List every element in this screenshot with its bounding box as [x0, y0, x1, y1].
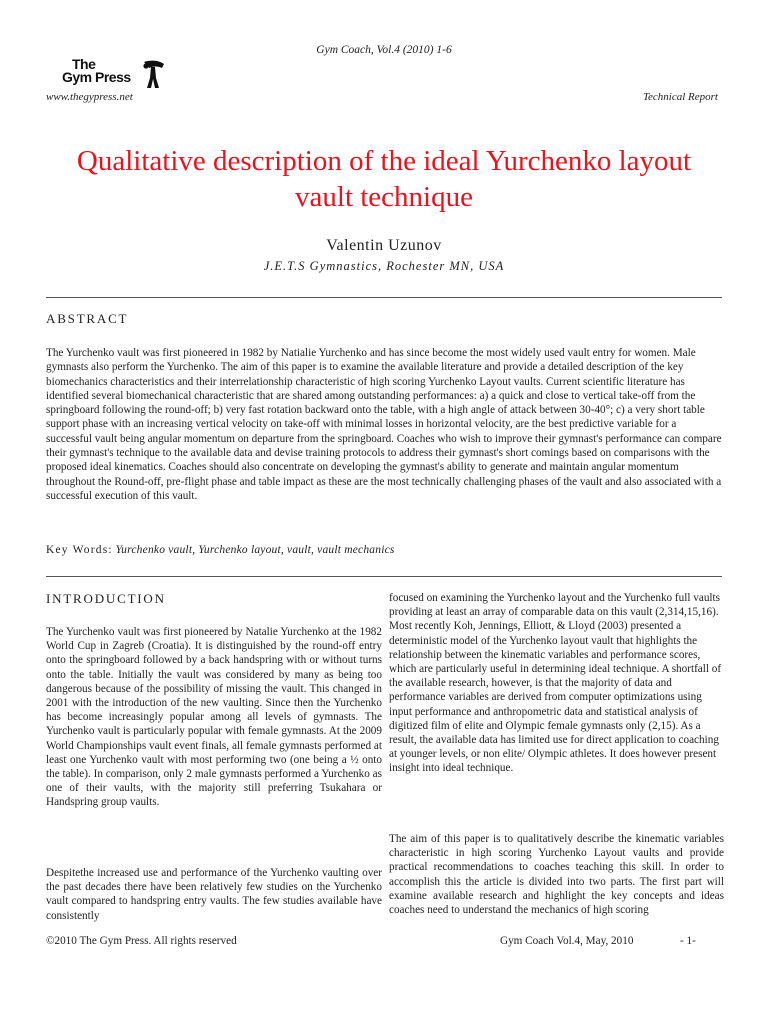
logo-line-1: The [72, 56, 96, 72]
divider-top [46, 297, 722, 298]
abstract-heading: ABSTRACT [46, 311, 129, 326]
intro-paragraph-2: Despitethe increased use and performance of the Yurchenko vaulting over the past decades there have been relatively few studies on the Yurchenko vault compared to handspring entry vaults. The few studies available have consistently [46, 867, 382, 922]
keywords-line [46, 544, 395, 556]
footer-copyright: ©2010 The Gym Press. All rights reserved [46, 935, 237, 947]
gymnast-logo-icon [140, 58, 166, 90]
page-number: - 1- [680, 935, 696, 947]
publisher-website: www.thegypress.net [46, 91, 133, 103]
divider-bottom [46, 576, 722, 577]
journal-citation: Gym Coach, Vol.4 (2010) 1-6 [316, 44, 452, 56]
logo-line-2: Gym Press [62, 69, 131, 85]
intro-paragraph-1: The Yurchenko vault was first pioneered by Natalie Yurchenko at the 1982 World Cup in Zagreb (Croatia). It is distinguished by the round-off entry onto the springboard followed by a back handspring with or without turns onto the table. Initially the vault was considered by many as being too dangerous because of the possibility of missing the vault. This changed in 2001 with the introduction of the new vaulting. Since then the Yurchenko has become increasingly popular among all levels of gymnasts. The Yurchenko vault is particularly popular with female gymnasts. At the 2009 World Championships vault event finals, all female gymnasts performed at least one Yurchenko vault with most performing two (one being a ½ onto the table). In comparison, only 2 male gymnasts performed a Yurchenko as one of their vaults, with the majority still preferring Tsukahara or Handspring group vaults. [46, 626, 382, 809]
author-name: Valentin Uzunov [326, 237, 442, 254]
intro-paragraph-4: The aim of this paper is to qualitatively describe the kinematic variables characteristic in high scoring Yurchenko Layout vaults and provide practical recommendations to coaches teaching this skill. In order to accomplish this the article is divided into two parts. The first part will examine available research and highlight the key concepts and ideas coaches need to understand the mechanics of high scoring [389, 833, 724, 917]
keywords-label: Key Words: [46, 544, 113, 556]
footer-citation: Gym Coach Vol.4, May, 2010 [500, 935, 634, 947]
author-affiliation: J.E.T.S Gymnastics, Rochester MN, USA [263, 259, 505, 273]
report-type: Technical Report [642, 91, 718, 103]
intro-paragraph-3: focused on examining the Yurchenko layout and the Yurchenko full vaults providing at least an array of comparable data on this vault (2,314,15,16). Most recently Koh, Jennings, Elliott, & Lloyd (2003) presented a deterministic model of the Yurchenko layout vault that highlights the relationship between the kinematic variables and performance scores, which are particularly useful in determining ideal technique. A shortfall of the available research, however, is that the majority of data and performance variables are derived from computer optimizations using input performance and anthropometric data and statistical analysis of digitized film of elite and Olympic female gymnasts only (2,15). As a result, the available data has limited use for direct application to coaching at younger levels, or non elite/ Olympic athletes. It does however present insight into ideal technique. [389, 592, 722, 775]
introduction-heading: INTRODUCTION [46, 591, 166, 606]
publisher-logo [62, 58, 131, 84]
keywords-values: Yurchenko vault, Yurchenko layout, vault, vault mechanics [115, 544, 395, 556]
paper-title: Qualitative description of the ideal Yurchenko layout vault technique [76, 145, 692, 213]
abstract-body: The Yurchenko vault was first pioneered in 1982 by Natialie Yurchenko and has since become the most widely used vault entry for women. Male gymnasts also perform the Yurchenko. The aim of this paper is to examine the available literature and provide a detailed description of the key biomechanics characteristics and their interrelationship characteristic of high scoring Yurchenko Layout vaults. Current scientific literature has identified several biomechanical characteristic that are shared among outstanding performances: a) a quick and close to vertical take-off from the springboard following the round-off; b) very fast rotation backward onto the table, with a high angle of attack between 30-40°; c) a very short table support phase with an increasing vertical velocity on take-off with minimal losses in horizontal velocity, are the best predictive variable for a successful vault being angular momentum on departure from the springboard. Coaches who wish to improve their gymnast's performance can compare their gymnast's technique to the available data and devise training protocols to address their gymnast's short comings based on comparisons with the proposed ideal kinematics. Coaches should also concentrate on developing the gymnast's ability to generate and maintain angular momentum throughout the Round-off, pre-flight phase and table impact as these are the most technically challenging phases of the vault and also associated with a successful execution of this vault. [46, 347, 722, 502]
